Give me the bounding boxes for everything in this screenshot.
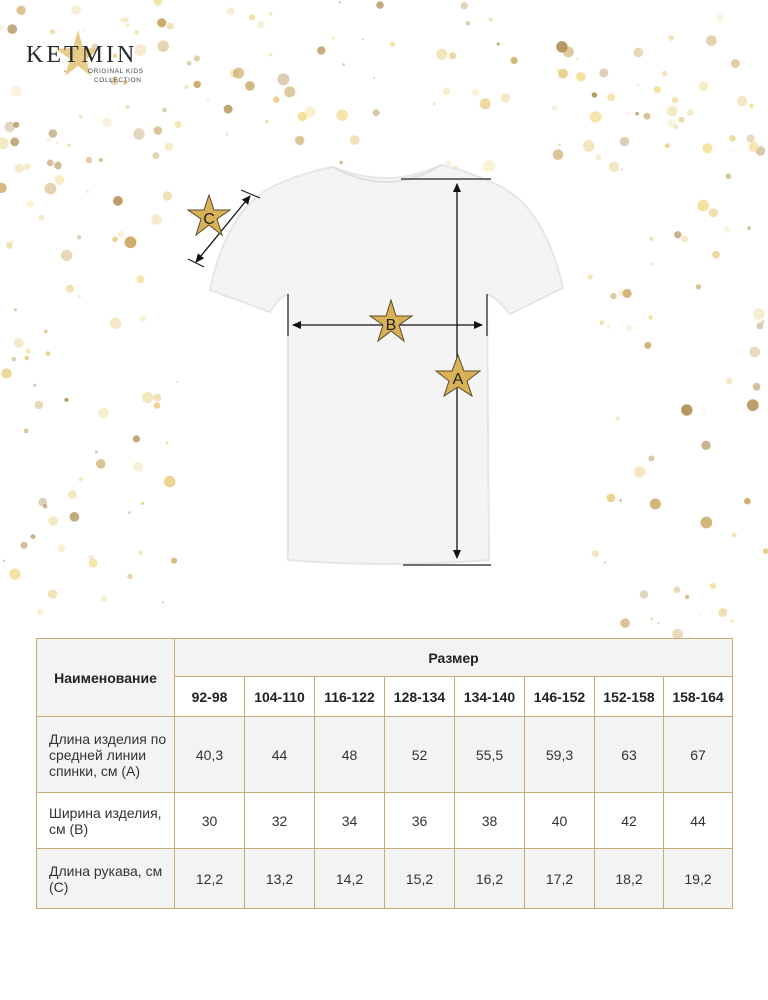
- confetti-dot: [730, 619, 734, 623]
- confetti-dot: [433, 102, 436, 105]
- confetti-dot: [489, 17, 493, 21]
- table-cell: 52: [385, 717, 455, 793]
- confetti-dot: [68, 144, 71, 147]
- confetti-dot: [0, 26, 3, 30]
- confetti-dot: [731, 59, 740, 68]
- confetti-dot: [342, 63, 345, 66]
- confetti-dot: [153, 0, 162, 6]
- confetti-dot: [50, 29, 55, 34]
- confetti-dot: [277, 73, 289, 85]
- confetti-dot: [599, 68, 608, 77]
- confetti-dot: [376, 1, 384, 9]
- confetti-dot: [0, 137, 8, 149]
- confetti-dot: [644, 113, 651, 120]
- confetti-dot: [245, 81, 255, 91]
- table-cell: 36: [385, 793, 455, 849]
- table-row: [37, 849, 733, 909]
- confetti-dot: [668, 35, 674, 41]
- measure-c-bottom-tick: [188, 259, 204, 267]
- confetti-dot: [305, 106, 316, 117]
- table-cell: 42: [595, 793, 664, 849]
- confetti-dot: [472, 89, 479, 96]
- confetti-dot: [194, 55, 200, 61]
- confetti-dot: [295, 136, 304, 145]
- confetti-dot: [662, 71, 668, 77]
- confetti-dot: [71, 5, 81, 15]
- confetti-dot: [7, 24, 17, 34]
- confetti-dot: [11, 86, 21, 96]
- table-cell: 40: [525, 793, 595, 849]
- confetti-dot: [620, 618, 630, 628]
- confetti-dot: [224, 105, 233, 114]
- confetti-dot: [126, 23, 130, 27]
- confetti-dot: [654, 86, 661, 93]
- confetti-dot: [258, 21, 265, 28]
- table-cell: 32: [245, 793, 315, 849]
- row-label-sleeve: Длина рукава, см (С): [37, 849, 175, 909]
- confetti-dot: [332, 37, 335, 40]
- confetti-dot: [269, 12, 272, 15]
- size-group-header: Размер: [175, 639, 733, 677]
- confetti-dot: [749, 104, 753, 108]
- confetti-dot: [667, 106, 678, 117]
- confetti-dot: [79, 115, 83, 119]
- confetti-dot: [552, 105, 558, 111]
- confetti-dot: [679, 117, 685, 123]
- confetti-dot: [101, 596, 108, 603]
- confetti-dot: [48, 589, 58, 599]
- confetti-dot: [510, 57, 517, 64]
- table-cell: 48: [315, 717, 385, 793]
- confetti-dot: [284, 86, 295, 97]
- table-cell: 18,2: [595, 849, 664, 909]
- confetti-dot: [729, 135, 736, 142]
- confetti-dot: [226, 133, 229, 136]
- confetti-dot: [497, 43, 500, 46]
- table-cell: 14,2: [315, 849, 385, 909]
- svg-text:B: B: [385, 317, 397, 334]
- confetti-dot: [194, 81, 201, 88]
- confetti-dot: [317, 46, 325, 54]
- confetti-dot: [556, 41, 567, 52]
- confetti-dot: [665, 143, 670, 148]
- confetti-dot: [184, 85, 189, 90]
- confetti-dot: [162, 108, 167, 113]
- confetti-dot: [16, 6, 25, 15]
- confetti-dot: [134, 30, 139, 35]
- brand-tagline-2: COLLECTION: [94, 77, 142, 84]
- tshirt-illustration: [210, 165, 563, 564]
- confetti-dot: [699, 613, 701, 615]
- table-cell: 40,3: [175, 717, 245, 793]
- confetti-dot: [125, 105, 129, 109]
- confetti-dot: [636, 83, 639, 86]
- table-cell: 63: [595, 717, 664, 793]
- confetti-dot: [443, 88, 450, 95]
- confetti-dot: [718, 608, 727, 617]
- confetti-dot: [336, 110, 347, 121]
- confetti-dot: [175, 121, 182, 128]
- confetti-dot: [390, 42, 395, 47]
- confetti-dot: [157, 40, 169, 52]
- confetti-dot: [266, 120, 269, 123]
- table-cell: 55,5: [455, 717, 525, 793]
- table-cell: 59,3: [525, 717, 595, 793]
- confetti-dot: [56, 142, 58, 144]
- confetti-dot: [49, 129, 58, 138]
- confetti-dot: [167, 23, 174, 30]
- svg-text:C: C: [203, 211, 215, 228]
- size-header: 128-134: [385, 677, 455, 717]
- confetti-dot: [373, 109, 380, 116]
- size-header: 152-158: [595, 677, 664, 717]
- size-table: [36, 638, 733, 909]
- size-chart: [36, 638, 732, 908]
- confetti-dot: [620, 137, 630, 147]
- confetti-dot: [576, 58, 578, 60]
- size-header: 146-152: [525, 677, 595, 717]
- size-header: 92-98: [175, 677, 245, 717]
- confetti-dot: [227, 7, 235, 15]
- table-cell: 12,2: [175, 849, 245, 909]
- table-cell: 67: [664, 717, 733, 793]
- confetti-dot: [162, 601, 164, 603]
- confetti-dot: [157, 18, 166, 27]
- confetti-dot: [599, 116, 603, 120]
- confetti-dot: [154, 126, 163, 135]
- confetti-dot: [706, 35, 717, 46]
- confetti-dot: [233, 68, 244, 79]
- confetti-dot: [640, 590, 649, 599]
- confetti-dot: [339, 1, 341, 3]
- size-header: 104-110: [245, 677, 315, 717]
- confetti-dot: [10, 138, 19, 147]
- confetti-dot: [576, 72, 585, 81]
- table-cell: 44: [664, 793, 733, 849]
- measure-c-top-tick: [241, 190, 260, 198]
- table-cell: 30: [175, 793, 245, 849]
- table-cell: 17,2: [525, 849, 595, 909]
- size-header: 158-164: [664, 677, 733, 717]
- name-column-header: Наименование: [37, 639, 175, 717]
- confetti-dot: [607, 93, 615, 101]
- confetti-dot: [466, 21, 471, 26]
- table-row: [37, 717, 733, 793]
- confetti-dot: [249, 14, 255, 20]
- confetti-dot: [650, 618, 653, 621]
- confetti-dot: [710, 583, 716, 589]
- table-cell: 38: [455, 793, 525, 849]
- table-row: [37, 793, 733, 849]
- confetti-dot: [207, 100, 209, 102]
- confetti-dot: [501, 93, 511, 103]
- confetti-dot: [436, 49, 447, 60]
- size-header: 116-122: [315, 677, 385, 717]
- confetti-dot: [558, 144, 560, 146]
- table-cell: 13,2: [245, 849, 315, 909]
- tshirt-measurement-diagram: [0, 150, 768, 580]
- confetti-dot: [674, 125, 679, 130]
- table-cell: 34: [315, 793, 385, 849]
- confetti-dot: [122, 17, 128, 23]
- svg-text:A: A: [452, 371, 464, 388]
- table-cell: 44: [245, 717, 315, 793]
- confetti-dot: [362, 38, 364, 40]
- confetti-dot: [449, 52, 456, 59]
- row-label-width: Ширина изделия, см (В): [37, 793, 175, 849]
- confetti-dot: [634, 48, 644, 58]
- confetti-dot: [626, 113, 628, 115]
- confetti-dot: [699, 81, 709, 91]
- confetti-dot: [102, 118, 112, 128]
- confetti-dot: [480, 98, 491, 109]
- confetti-dot: [461, 2, 468, 9]
- confetti-dot: [37, 609, 44, 616]
- confetti-dot: [350, 135, 360, 145]
- confetti-dot: [273, 96, 279, 102]
- size-header: 134-140: [455, 677, 525, 717]
- confetti-dot: [5, 122, 16, 133]
- confetti-dot: [737, 96, 747, 106]
- confetti-dot: [46, 137, 50, 141]
- table-cell: 15,2: [385, 849, 455, 909]
- table-cell: 16,2: [455, 849, 525, 909]
- confetti-dot: [747, 134, 755, 142]
- confetti-dot: [716, 14, 723, 21]
- confetti-dot: [674, 586, 681, 593]
- confetti-dot: [592, 92, 597, 97]
- row-label-length: Длина изделия по средней линии спинки, см (А): [37, 717, 175, 793]
- confetti-dot: [269, 53, 273, 57]
- confetti-dot: [635, 112, 639, 116]
- confetti-dot: [687, 109, 694, 116]
- confetti-dot: [657, 622, 659, 624]
- confetti-dot: [133, 128, 144, 139]
- confetti-dot: [187, 61, 192, 66]
- brand-name: KETMIN: [26, 42, 138, 68]
- confetti-dot: [672, 97, 678, 103]
- brand-tagline: ORIGINAL KIDS: [88, 68, 144, 75]
- table-cell: 19,2: [664, 849, 733, 909]
- ketmin-logo: [26, 38, 156, 90]
- confetti-dot: [373, 77, 375, 79]
- confetti-dot: [685, 595, 689, 599]
- confetti-dot: [558, 69, 568, 79]
